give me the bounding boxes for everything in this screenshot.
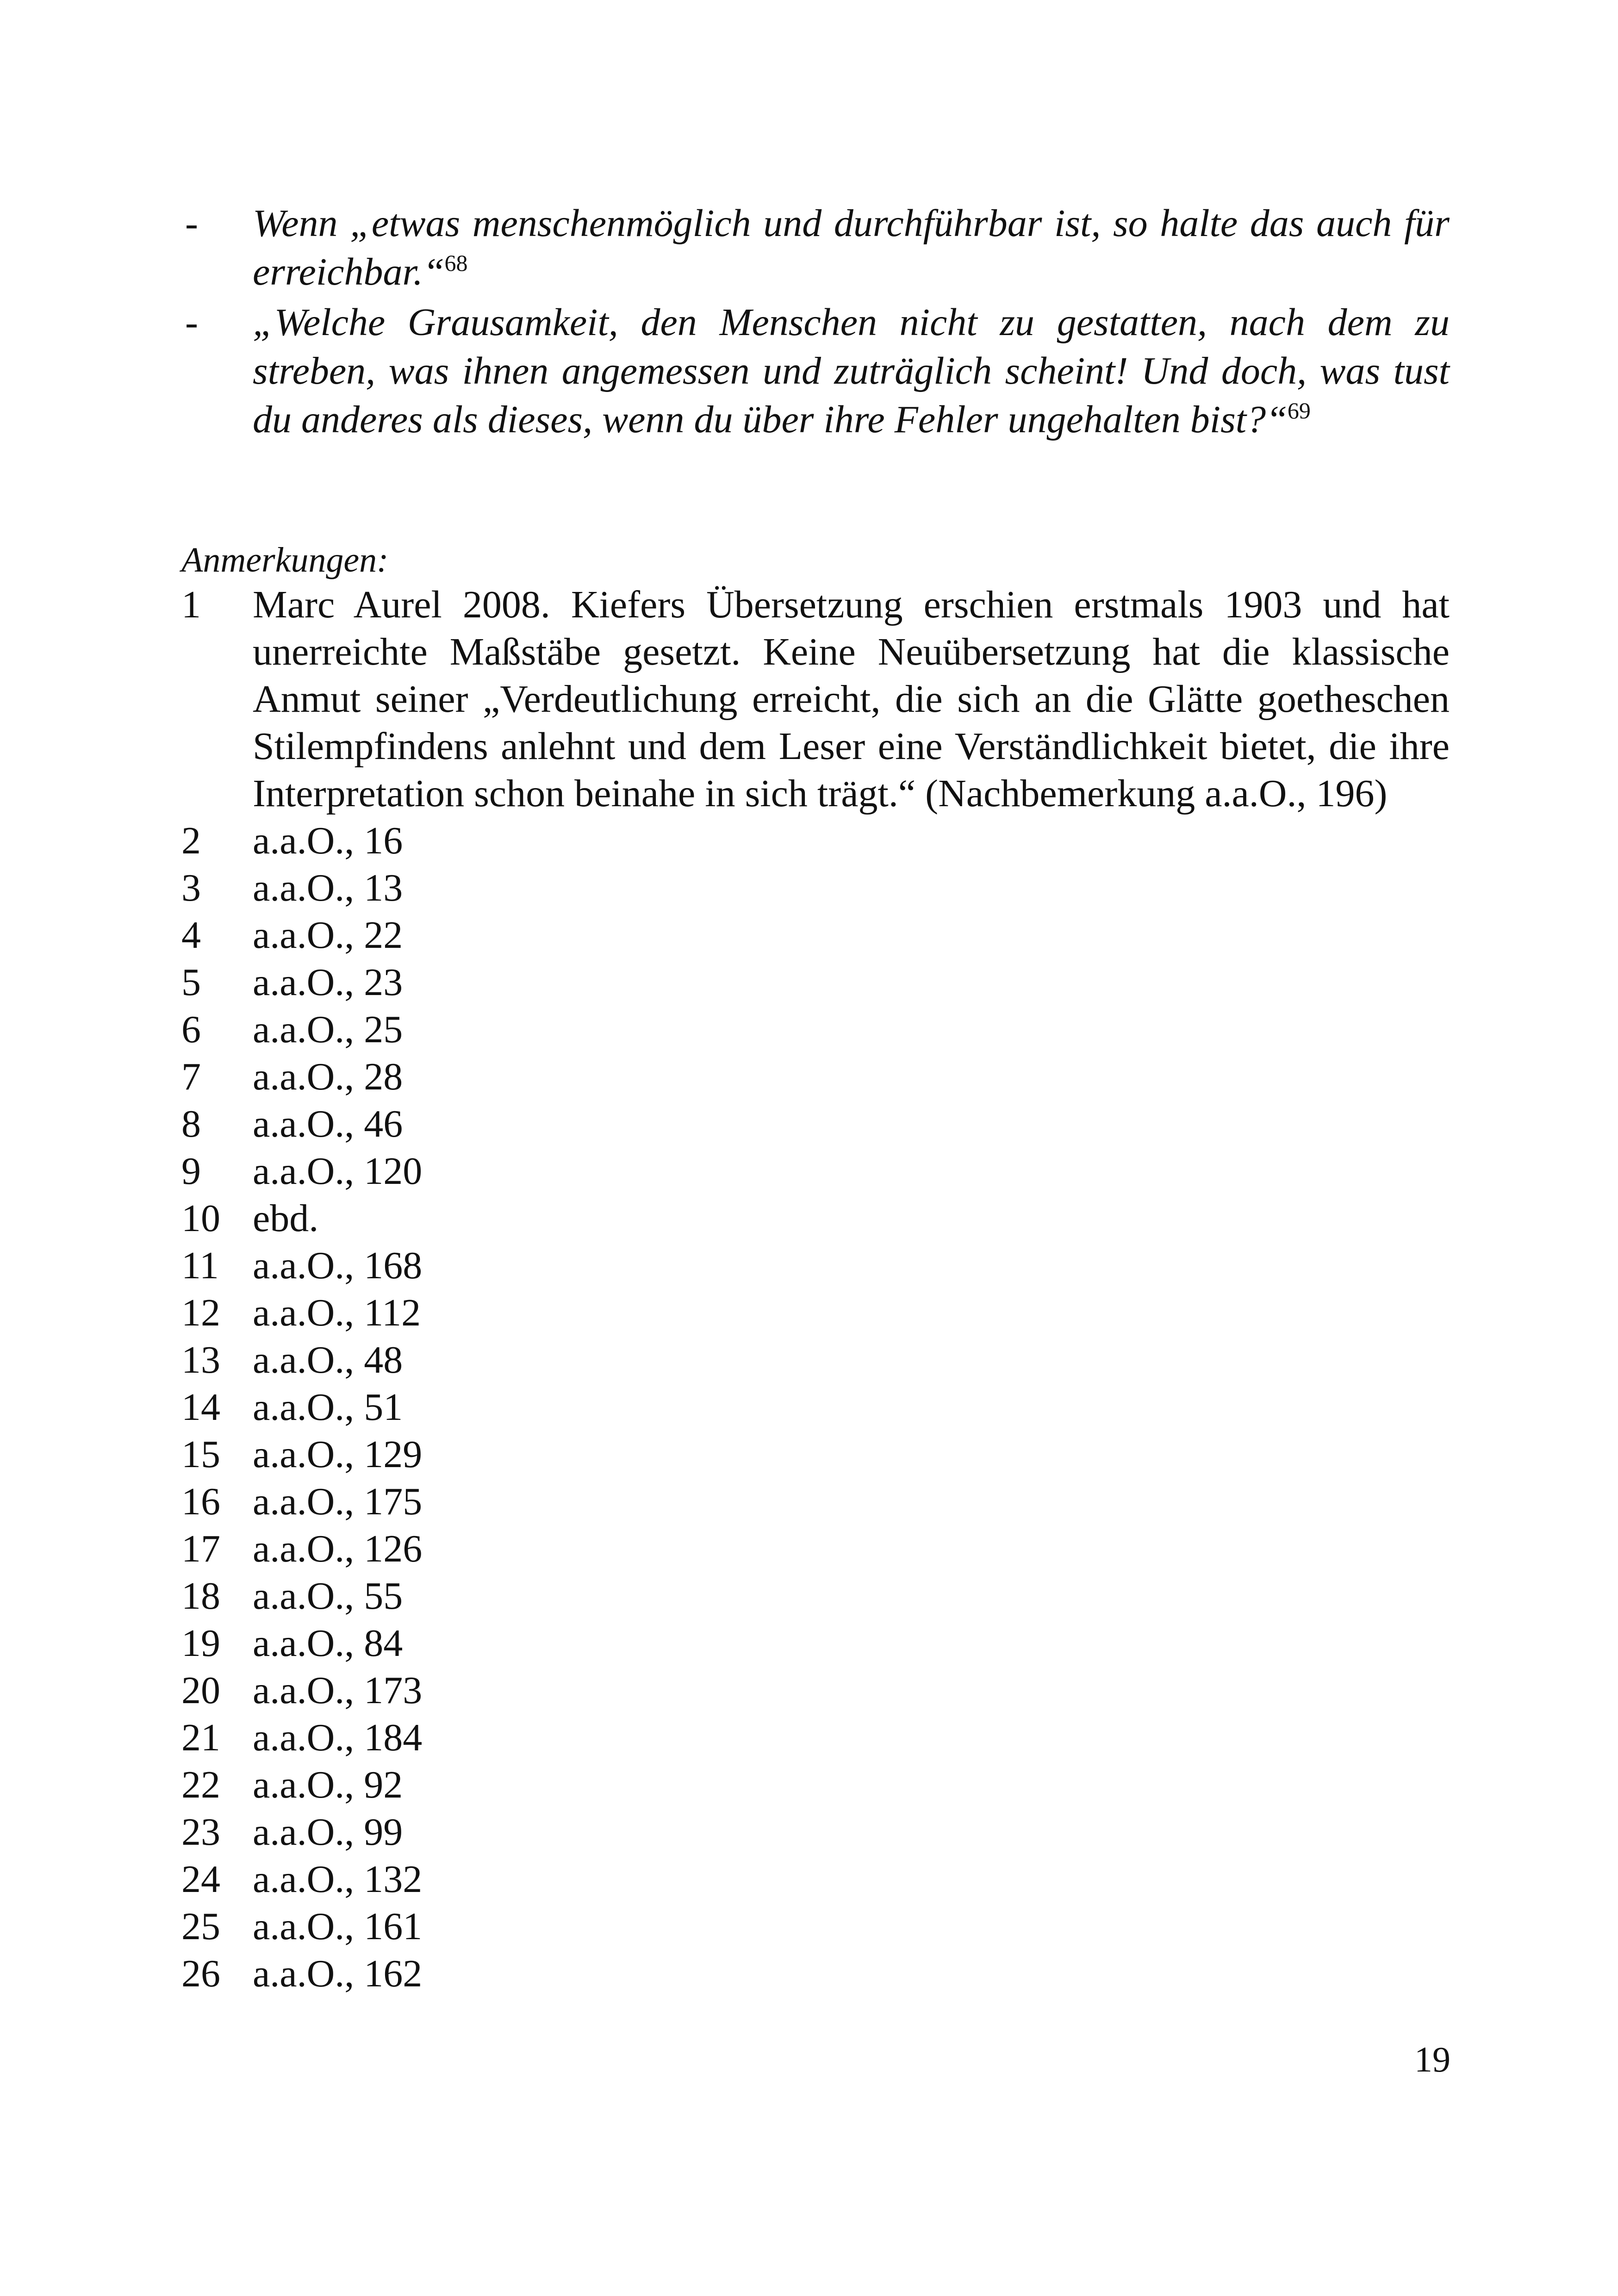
note-item: [181, 1667, 1450, 1714]
note-text: a.a.O., 46: [253, 1102, 403, 1145]
note-number: 12: [181, 1291, 220, 1334]
note-text: a.a.O., 175: [253, 1480, 423, 1523]
note-number: 16: [181, 1480, 220, 1523]
note-item: [181, 1195, 1450, 1242]
note-item: [181, 1903, 1450, 1950]
note-item: [181, 1289, 1450, 1337]
note-item: [181, 912, 1450, 959]
note-text: a.a.O., 168: [253, 1244, 423, 1287]
note-text: a.a.O., 13: [253, 866, 403, 909]
note-item: [181, 581, 1450, 817]
note-text: a.a.O., 132: [253, 1858, 423, 1901]
note-number: 26: [181, 1952, 220, 1995]
quote-item: [181, 199, 1450, 296]
quote-text: Wenn „etwas menschenmöglich und durchführbar ist, so halte das auch für erreichbar.“: [253, 202, 1450, 293]
note-item: [181, 1101, 1450, 1148]
note-text: a.a.O., 22: [253, 914, 403, 957]
note-item: [181, 1809, 1450, 1856]
note-text: a.a.O., 48: [253, 1338, 403, 1381]
note-number: 9: [181, 1150, 201, 1193]
note-text: a.a.O., 84: [253, 1622, 403, 1665]
quote-dash: -: [185, 202, 198, 245]
note-number: 13: [181, 1338, 220, 1381]
notes-list: [181, 581, 1450, 1997]
note-item: [181, 1478, 1450, 1525]
note-number: 6: [181, 1008, 201, 1051]
note-number: 18: [181, 1574, 220, 1618]
note-text: Marc Aurel 2008. Kiefers Übersetzung erschien erstmals 1903 und hat unerreichte Maßstäbe gesetzt. Keine Neuübersetzung hat die klassische Anmut seiner „Verdeutlichung erreicht, die sich an die Glätte goetheschen Stilempfindens anlehnt und dem Leser eine Verständlichkeit bietet, die ihre Interpretation schon beinahe in sich trägt.“ (Nachbemerkung a.a.O., 196): [253, 583, 1450, 815]
notes-heading: Anmerkungen:: [181, 541, 389, 579]
note-number: 23: [181, 1811, 220, 1854]
note-text: a.a.O., 23: [253, 961, 403, 1004]
note-number: 7: [181, 1055, 201, 1098]
note-item: [181, 1148, 1450, 1195]
note-item: [181, 1525, 1450, 1573]
note-number: 19: [181, 1622, 220, 1665]
note-text: ebd.: [253, 1197, 319, 1240]
note-text: a.a.O., 129: [253, 1433, 423, 1476]
note-text: a.a.O., 112: [253, 1291, 421, 1334]
note-number: 15: [181, 1433, 220, 1476]
note-text: a.a.O., 120: [253, 1150, 423, 1193]
note-item: [181, 817, 1450, 865]
note-number: 11: [181, 1244, 219, 1287]
note-item: [181, 1856, 1450, 1903]
note-item: [181, 1431, 1450, 1478]
note-number: 24: [181, 1858, 220, 1901]
note-number: 8: [181, 1102, 201, 1145]
note-item: [181, 1950, 1450, 1997]
note-item: [181, 1006, 1450, 1053]
note-item: [181, 1573, 1450, 1620]
note-text: a.a.O., 92: [253, 1763, 403, 1806]
note-text: a.a.O., 184: [253, 1716, 423, 1759]
note-number: 2: [181, 819, 201, 862]
note-item: [181, 959, 1450, 1006]
note-item: [181, 1761, 1450, 1809]
quote-text: „Welche Grausamkeit, den Menschen nicht zu gestatten, nach dem zu streben, was ihnen angemessen und zuträglich scheint! Und doch, was tust du anderes als dieses, wenn du über ihre Fehler ungehalten bist?“: [253, 301, 1450, 441]
note-number: 10: [181, 1197, 220, 1240]
note-text: a.a.O., 173: [253, 1669, 423, 1712]
note-item: [181, 1714, 1450, 1761]
note-number: 25: [181, 1905, 220, 1948]
note-item: [181, 1337, 1450, 1384]
note-item: [181, 1053, 1450, 1101]
quote-list: [181, 199, 1450, 446]
quote-dash: -: [185, 301, 198, 344]
note-item: [181, 865, 1450, 912]
footnote-ref: 68: [444, 250, 468, 276]
note-text: a.a.O., 99: [253, 1811, 403, 1854]
note-number: 5: [181, 961, 201, 1004]
note-item: [181, 1242, 1450, 1289]
note-number: 4: [181, 914, 201, 957]
note-item: [181, 1620, 1450, 1667]
note-text: a.a.O., 162: [253, 1952, 423, 1995]
note-text: a.a.O., 16: [253, 819, 403, 862]
note-text: a.a.O., 25: [253, 1008, 403, 1051]
page-number: 19: [1414, 2039, 1450, 2079]
footnote-ref: 69: [1287, 398, 1311, 423]
note-number: 14: [181, 1386, 220, 1429]
note-item: [181, 1384, 1450, 1431]
note-text: a.a.O., 51: [253, 1386, 403, 1429]
note-number: 21: [181, 1716, 220, 1759]
note-text: a.a.O., 126: [253, 1527, 423, 1570]
note-text: a.a.O., 161: [253, 1905, 423, 1948]
note-text: a.a.O., 28: [253, 1055, 403, 1098]
note-text: a.a.O., 55: [253, 1574, 403, 1618]
note-number: 1: [181, 583, 201, 626]
note-number: 3: [181, 866, 201, 909]
note-number: 17: [181, 1527, 220, 1570]
note-number: 22: [181, 1763, 220, 1806]
note-number: 20: [181, 1669, 220, 1712]
quote-item: [181, 298, 1450, 444]
